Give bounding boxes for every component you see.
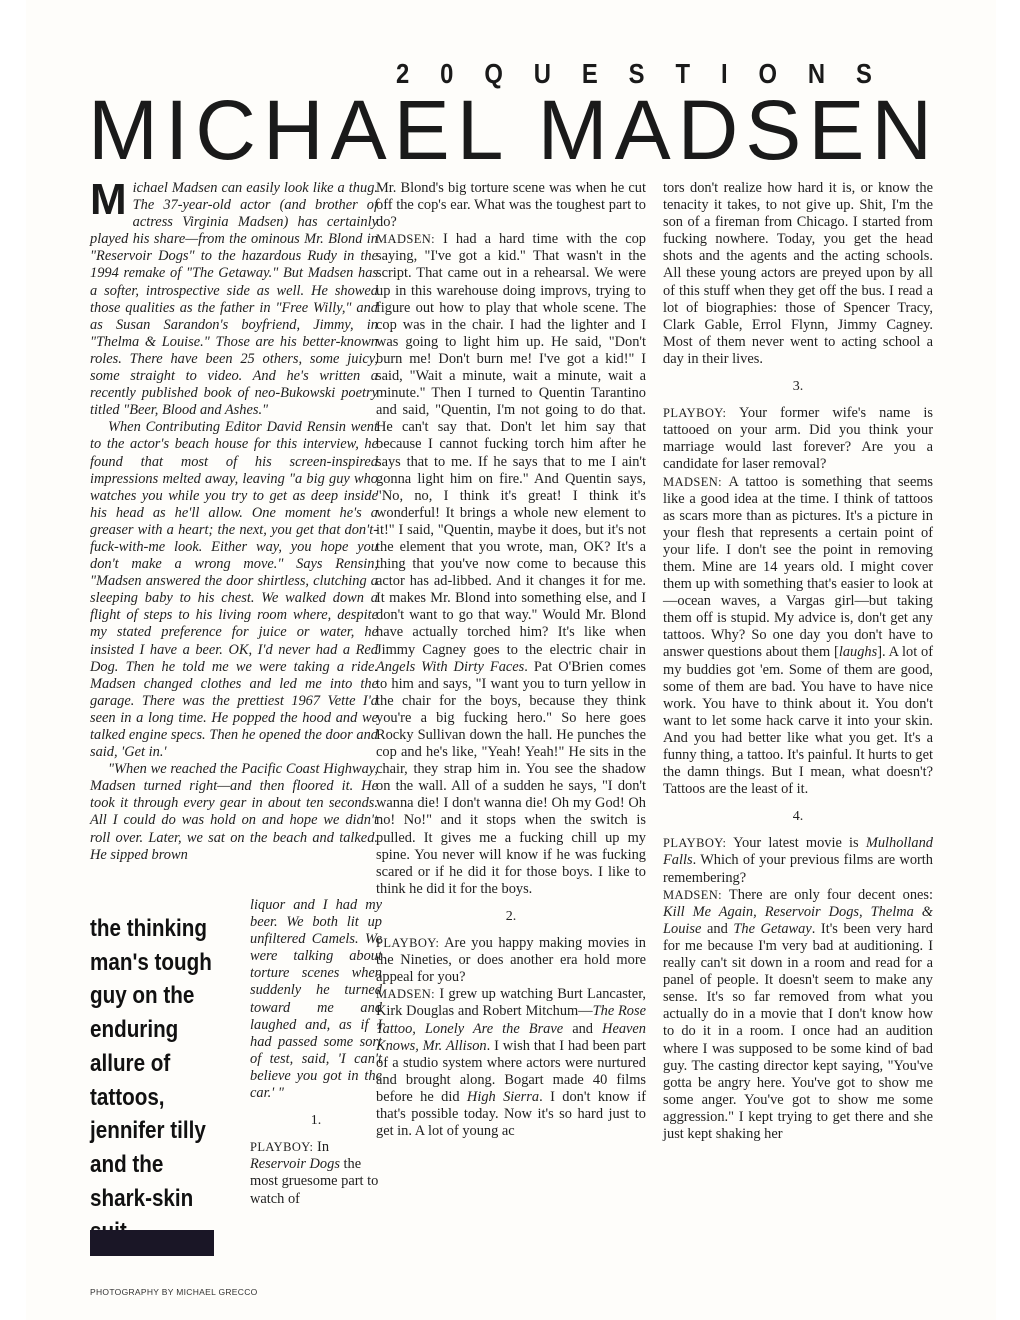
section-number: 4.: [792, 809, 804, 825]
answer-text: . I wish that I had been part of a studio system where actors were nurtured and brought along. Bogart made 40 films before he did: [376, 1037, 646, 1105]
answer-text: A tattoo is something that seems like a good idea at the time. I think of tattoos as scars more than as pictures. It's a picture in your flesh that represents a certain point of your life. I don't see the point in removing them. Mine are 14 years old. I might cover them up with something that's easier to look at—ocean waves, a Vargas girl—but taking them off is stupid. My advice is, don't get any tattoos. Why? So one day you don't have to answer questions about them [: [663, 473, 933, 661]
question-text: Your latest movie is: [733, 835, 866, 852]
film-title: The Getaway: [733, 920, 812, 937]
answer-text: I grew up watching Burt Lancaster, Kirk Douglas and Robert Mitchum—: [376, 986, 647, 1020]
question-1-continued: Mr. Blond's big torture scene was when he cut off the cop's ear. What was the toughest part to do?: [376, 180, 646, 231]
column-3: [663, 180, 933, 1143]
question-text: In: [317, 1139, 330, 1156]
interviewer-label: PLAYBOY:: [663, 406, 727, 421]
intro-paragraph: "When we reached the Pacific Coast Highway, Madsen turned right—and then floored it. He took it through every gear in about ten seconds. All I could do was hold on and hope we didn't roll over. Later, we sat on the beach and talked. He sipped brown: [90, 761, 378, 863]
answer-1: [376, 231, 646, 898]
question-text: the most gruesome part to watch of: [250, 1156, 379, 1207]
kicker-letter: O: [758, 58, 777, 89]
section-number: 3.: [792, 379, 804, 395]
stage-direction: laughs: [838, 644, 878, 661]
section-number: 1.: [310, 1113, 322, 1129]
question-text: . Which of your previous films are worth remembering?: [663, 852, 933, 886]
question-text: Your former wife's name is tattooed on your arm. Did you think your marriage would last forever? Are you a candidate for laser removal?: [663, 405, 933, 473]
intro-text: ichael Madsen can easily look like a thug. The 37-year-old actor (and brother of actress Virginia Madsen) has certainly played his share—from the ominous Mr. Blond in "Reservoir Dogs" to the hazardous Rudy in the 1994 remake of "The Getaway." But Madsen has a softer, introspective side as well. He showed those qualities as the father in "Free Willy," and as Susan Sarandon's boyfriend, Jimmy, in "Thelma & Louise." Those are his better-known roles. There have been 25 others, some juicy, some straight to video. And he's written a recently published book of neo-Bukowski poetry titled "Beer, Blood and Ashes.": [90, 180, 378, 419]
film-title: Angels With Dirty Faces: [376, 658, 525, 675]
answer-text: . I don't know if that's possible today. Now it's so hard just to get in. A lot of young ac: [376, 1088, 646, 1140]
answer-text: and: [701, 920, 734, 937]
answer-2-continued: tors don't realize how hard it is, or know the tenacity it takes, to not give up. Shit, I'm the son of a fireman from Chicago. I started from fucking nowhere. Today, you get the head shots and the agents and the acting schools. All these young actors are preyed upon by all of this stuff when they get off the bus. I read a lot of biographies: those of Spencer Tracy, Clark Gable, Errol Flynn, Jimmy Cagney. Most of them never went to acting school a day in their lives.: [663, 180, 933, 367]
question-1: [250, 1139, 382, 1207]
answer-2: [376, 986, 646, 1140]
interviewee-label: MADSEN:: [663, 887, 723, 902]
pull-quote-bar: [90, 1230, 214, 1256]
answer-text: . It's been very hard for me because I'm very bad at auditioning. I really can't sit down in a room and read for a panel of people. It doesn't seem to make any sense. It's so far removed from what you actually do in a movie that I don't know how to do it in a room. I once had an audition where I was supposed to be some kind of bad guy. The casting director kept saying, "You've gotta be angry here. You've got to show me some anger. You've got to show me some aggression." I kept trying to get there and she just kept shaking her: [663, 920, 933, 1142]
kicker-letter: Q: [484, 58, 503, 89]
kicker-letter: U: [533, 58, 551, 89]
kicker-letter: E: [581, 58, 598, 89]
kicker-letter: 0: [440, 58, 454, 89]
film-title: Kill Me Again, Reservoir Dogs, Thelma & Louise: [663, 903, 933, 937]
film-title: High Sierra: [466, 1088, 540, 1105]
column-2: [376, 180, 646, 1140]
kicker-letter: N: [807, 58, 826, 89]
kicker-letter: 2: [396, 58, 410, 89]
interviewee-label: MADSEN:: [376, 232, 436, 247]
question-2: [376, 935, 646, 986]
intro-paragraph: When Contributing Editor David Rensin went to the actor's beach house for this interview, he found that most of his screen-inspired impressions melted away, leaving "a big guy who watches you while you try to get as deep inside his head as he'll allow. One moment he's a greaser with a heart; the next, you get that don't-fuck-with-me look. Either way, you hope you don't make a wrong move." Says Rensin, "Madsen answered the door shirtless, clutching a sleeping baby to his chest. We walked down a flight of steps to his living room where, despite my stated preference for juice or water, he insisted I have a beer. OK, I'd never had a Red Dog. Then he told me we were taking a ride. Madsen changed clothes and led me into the garage. There was the prettiest 1967 Vette I'd seen in a long time. He popped the hood and we talked engine specs. Then he opened the door and said, 'Get in.': [90, 419, 378, 761]
film-title: The Rose Tattoo, Lonely Are the Brave: [376, 1003, 646, 1037]
answer-text: There are only four decent ones:: [728, 886, 933, 903]
answer-text: ]. A lot of my buddies got 'em. Some of them are good, some of them are bad. You have to have nice work. You have to think about it. You don't want to let some hack carve it into your skin. And you had better like what you get. It's a funny thing, a tattoo. It's painful. It hurts to get the damn things. But I mean, what doesn't? Tattoos are the least of it.: [663, 644, 933, 798]
kicker-letter: S: [856, 58, 872, 89]
drop-cap: M: [90, 175, 127, 224]
interviewee-label: MADSEN:: [663, 474, 723, 489]
question-3: [663, 405, 933, 473]
kicker-letter: T: [675, 58, 691, 89]
headline: MICHAEL MADSEN: [88, 83, 940, 177]
magazine-page: [26, 0, 996, 1320]
film-title: Reservoir Dogs: [250, 1156, 340, 1173]
pull-quote: the thinking man's tough guy on the enduring allure of tattoos, jennifer tilly and the shark-skin: [90, 915, 212, 1212]
film-title: Mulholland Falls: [663, 835, 933, 869]
interviewee-label: MADSEN:: [376, 987, 436, 1002]
intro-continuation: liquor and I had my beer. We both lit up unfiltered Camels. We were talking about torture scenes when suddenly he turned toward me and laughed and, as if I had passed some sort of test, said, 'I can't believe you got in the car.' ": [250, 897, 382, 1102]
interviewer-label: PLAYBOY:: [663, 836, 727, 851]
intro-continuation-column: [250, 897, 382, 1208]
kicker-letter: I: [720, 58, 728, 89]
answer-4: [663, 887, 933, 1143]
intro-paragraph: [90, 175, 378, 419]
question-text: Are you happy making movies in the Nineties, or does another era hold more appeal for you?: [376, 935, 646, 986]
film-title: Heaven Knows, Mr. Allison: [376, 1020, 646, 1054]
photo-credit: PHOTOGRAPHY BY MICHAEL GRECCO: [90, 1287, 258, 1297]
answer-text: I had a hard time with the cop saying, "I've got a kid." That wasn't in the script. That came out in a rehearsal. We were up in this warehouse doing improvs, trying to figure out how to play that whole scene. The cop was in the chair. I had the lighter and I was going to light him up. He said, "Don't burn me! Don't burn me! I've got a kid!" I said, "Wait a minute, wait a minute, wait a minute." Then I turned to Quentin Tarantino and said, "Quentin, I'm not going to do that. He can't say that. Don't let him say that because I cannot fucking torch him after he says that to me. If he says that to me I ain't gonna light him on fire." And Quentin says, "No, no, I think it's great! I think it's wonderful! It brings a whole new element to it!" I said, "Quentin, maybe it does, but it's not the element that you wrote, man, OK? It's a thing that you've now come to because this actor has ad-libbed. And it changes it for me. It makes Mr. Blond into something else, and I don't want to go that way." Would Mr. Blond have actually torched him? It's like when Jimmy Cagney goes to the electric chair in: [376, 231, 646, 658]
kicker-letter: S: [628, 58, 645, 89]
interviewer-label: PLAYBOY:: [250, 1140, 314, 1155]
interviewer-label: PLAYBOY:: [376, 936, 440, 951]
section-number: 2.: [505, 908, 517, 924]
question-4: [663, 835, 933, 886]
answer-3: [663, 474, 933, 799]
answer-text: and: [563, 1020, 603, 1037]
intro-column: [90, 175, 378, 864]
answer-text: . Pat O'Brien comes to him and says, "I want you to turn yellow in the chair for the boys, because they think you're a big fucking hero." So here goes Rocky Sullivan down the hall. He punches the cop and he's like, "Yeah! Yeah!" He sits in the chair, they strap him in. You see the shadow on the wall. All of a sudden he says, "I don't wanna die! I don't wanna die! Oh my God! Oh no! No!" and it stops when the switch is pulled. It gives me a fucking chill up my spine. You never will know if he was fucking scared or if he did it for those boys. I like to think he did it for the boys.: [376, 658, 646, 897]
